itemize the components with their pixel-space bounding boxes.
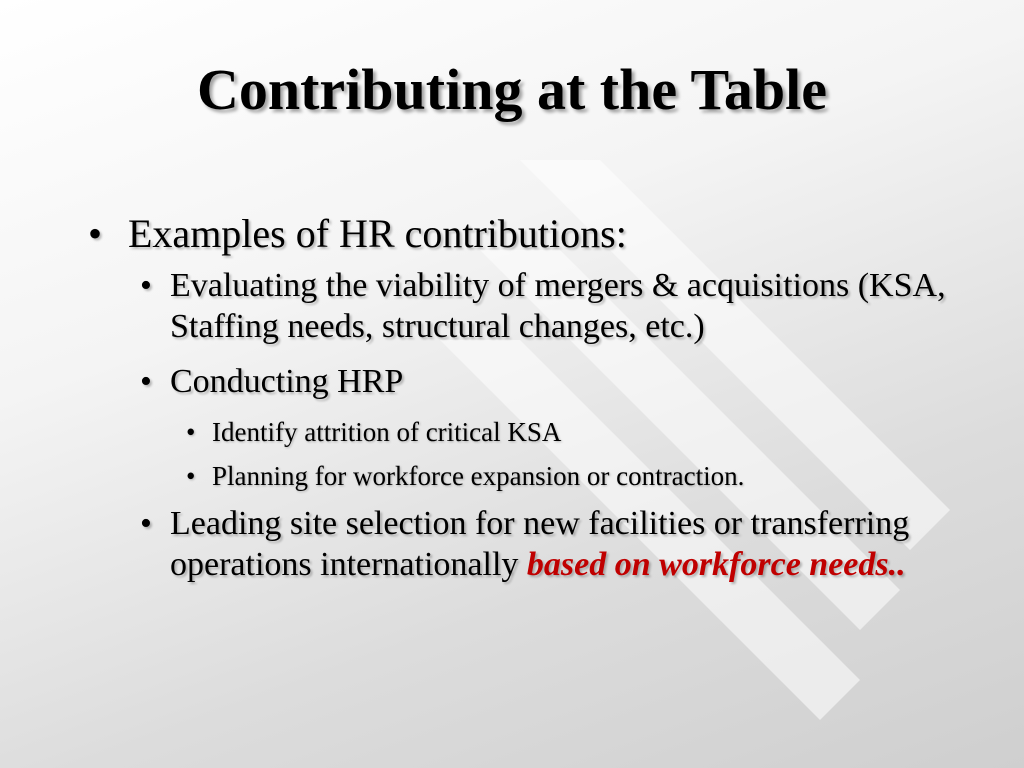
list-item-text: Planning for workforce expansion or contraction. [212,461,745,492]
slide-title: Contributing at the Table [196,57,828,122]
bullet-icon: • [88,211,103,256]
list-item [140,504,948,586]
bullet-icon: • [140,504,152,542]
list-item [88,210,948,258]
list-item [186,460,948,494]
list-item-text: Evaluating the viability of mergers & acquisitions (KSA, Staffing needs, structural changes, etc.) [170,267,946,345]
list-item-text: Identify attrition of critical KSA [212,417,562,448]
slide-body [88,210,948,599]
list-item [140,362,948,403]
bullet-icon: • [186,417,196,448]
bullet-icon: • [140,267,152,304]
list-item-text: Examples of HR contributions: [128,211,627,256]
list-item [186,416,948,450]
list-item [140,266,948,348]
list-item-text: Leading site selection for new facilities or transferring operations internationally [170,504,910,583]
bullet-icon: • [140,362,152,400]
emphasis-text: based on workforce needs.. [526,545,906,583]
bullet-icon: • [186,461,196,492]
list-item-text: Conducting HRP [170,362,404,400]
